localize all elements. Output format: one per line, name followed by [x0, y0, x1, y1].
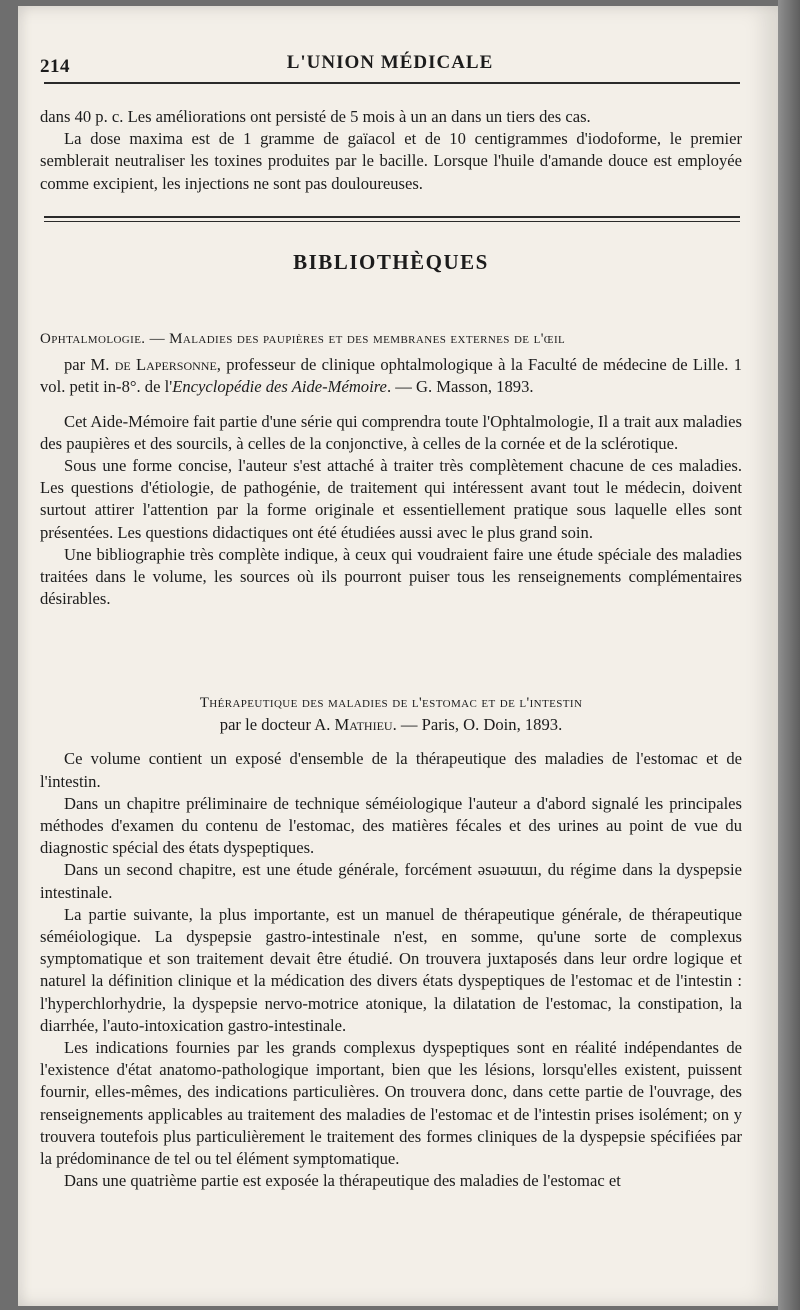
review-2-author: Mathieu — [334, 715, 393, 735]
review-2-paragraph-2: Dans un chapitre préliminaire de technique séméiologique l'auteur a d'abord signalé les principales méthodes d'examen du contenu de l'estomac, des matières fécales et des urines au point de vue du diagnostic spécial des états dyspeptiques. — [40, 793, 742, 858]
running-title: L'UNION MÉDICALE — [286, 52, 494, 73]
top-text-block — [40, 106, 742, 195]
header-rule — [44, 82, 740, 84]
review-2-paragraph-3: Dans un second chapitre, est une étude générale, forcément ǝsuǝɯɯı, du régime dans la dyspepsie intestinale. — [40, 860, 742, 902]
review-2-byline-post: . — Paris, O. Doin, 1893. — [392, 715, 563, 735]
scan-edge-shadow — [778, 0, 800, 1310]
top-paragraph-1: dans 40 p. c. Les améliorations ont persisté de 5 mois à un an dans un tiers des cas. — [40, 107, 591, 126]
review-1-heading: Ophtalmologie. — Maladies des paupières et des membranes externes de l'œil — [40, 331, 566, 347]
section-title: BIBLIOTHÈQUES — [293, 250, 489, 274]
review-1-byline — [40, 354, 742, 398]
review-2 — [40, 692, 742, 1192]
review-1-byline-pre: par M. — [64, 355, 115, 375]
book-page — [18, 6, 778, 1306]
review-1-paragraph-1: Cet Aide-Mémoire fait partie d'une série qui comprendra toute l'Ophtalmologie, Il a trait aux maladies des paupières et des sourcils, à celles de la conjonctive, à celles de la cornée et de la sclérotique. — [40, 411, 742, 453]
section-rule-top — [44, 216, 740, 218]
review-1 — [40, 328, 742, 610]
review-2-paragraph-4: La partie suivante, la plus importante, est un manuel de thérapeutique générale, de thérapeutique séméiologique. La dyspepsie gastro-intestinale n'est, en somme, qu'une sorte de complexus symptomatique et son traitement devait être étudié. On trouvera juxtaposés dans leur ordre logique et naturel la définition clinique et la médication des divers états dyspeptiques de l'estomac et de l'intestin : l'hyperchlorhydrie, la dyspepsie nervo-motrice atonique, la dilatation de l'estomac, la constipation, la diarrhée, l'auto-intoxication gastro-intestinale. — [40, 904, 742, 1035]
review-2-byline — [40, 714, 742, 736]
top-paragraph-2: La dose maxima est de 1 gramme de gaïacol et de 10 centigrammes d'iodoforme, le premier semblerait neutraliser les toxines produites par le bacille. Lorsque l'huile d'amande douce est employée comme excipient, les injections ne sont pas douloureuses. — [40, 129, 742, 193]
page-number: 214 — [40, 56, 70, 77]
review-2-byline-pre: par le docteur A. — [219, 715, 335, 735]
review-1-paragraph-2: Sous une forme concise, l'auteur s'est attaché à traiter très complètement chacune de ces maladies. Les questions d'étiologie, de pathogénie, de traitement qui intéressent avant tout le médecin, doivent surtout attirer l'attention par la forme originale et essentiellement pratique sous laquelle elles sont présentées. Les questions didactiques ont été étudiées aussi avec le plus grand soin. — [40, 456, 742, 542]
review-1-paragraph-3: Une bibliographie très complète indique, à ceux qui voudraient faire une étude spéciale des maladies traitées dans le volume, les sources où ils pourront puiser tous les renseignements complémentaires désirables. — [40, 544, 742, 609]
section-rule-bottom — [44, 221, 740, 222]
review-1-byline-mid: , professeur de clinique ophtalmologique à la Faculté de médecine de Lille. 1 vol. petit in-8°. de l' — [40, 355, 742, 397]
review-2-paragraph-1: Ce volume contient un exposé d'ensemble de la thérapeutique des maladies de l'estomac et de l'intestin. — [40, 749, 742, 791]
review-2-paragraph-6: Dans une quatrième partie est exposée la thérapeutique des maladies de l'estomac et — [64, 1171, 621, 1191]
review-1-author: de Lapersonne — [114, 355, 217, 375]
review-1-byline-post: . — G. Masson, 1893. — [386, 377, 534, 397]
review-2-paragraph-5: Les indications fournies par les grands complexus dyspeptiques sont en réalité indépendantes de l'existence d'état anatomo-pathologique important, bien que les lésions, lorsqu'elles existent, puissent fournir, elles-mêmes, des indications particulières. On trouvera donc, dans cette partie de l'ouvrage, des renseignements applicables au traitement des maladies de l'estomac et de l'intestin prises isolément; on y trouvera toutefois plus particulièrement le traitement des formes cliniques de la dyspepsie spécifiées par la prédominance de tel ou tel élément symptomatique. — [40, 1038, 742, 1169]
review-2-heading: Thérapeutique des maladies de l'estomac et de l'intestin — [199, 695, 583, 711]
page-header — [40, 50, 740, 80]
review-1-series: Encyclopédie des Aide-Mémoire — [172, 377, 387, 397]
